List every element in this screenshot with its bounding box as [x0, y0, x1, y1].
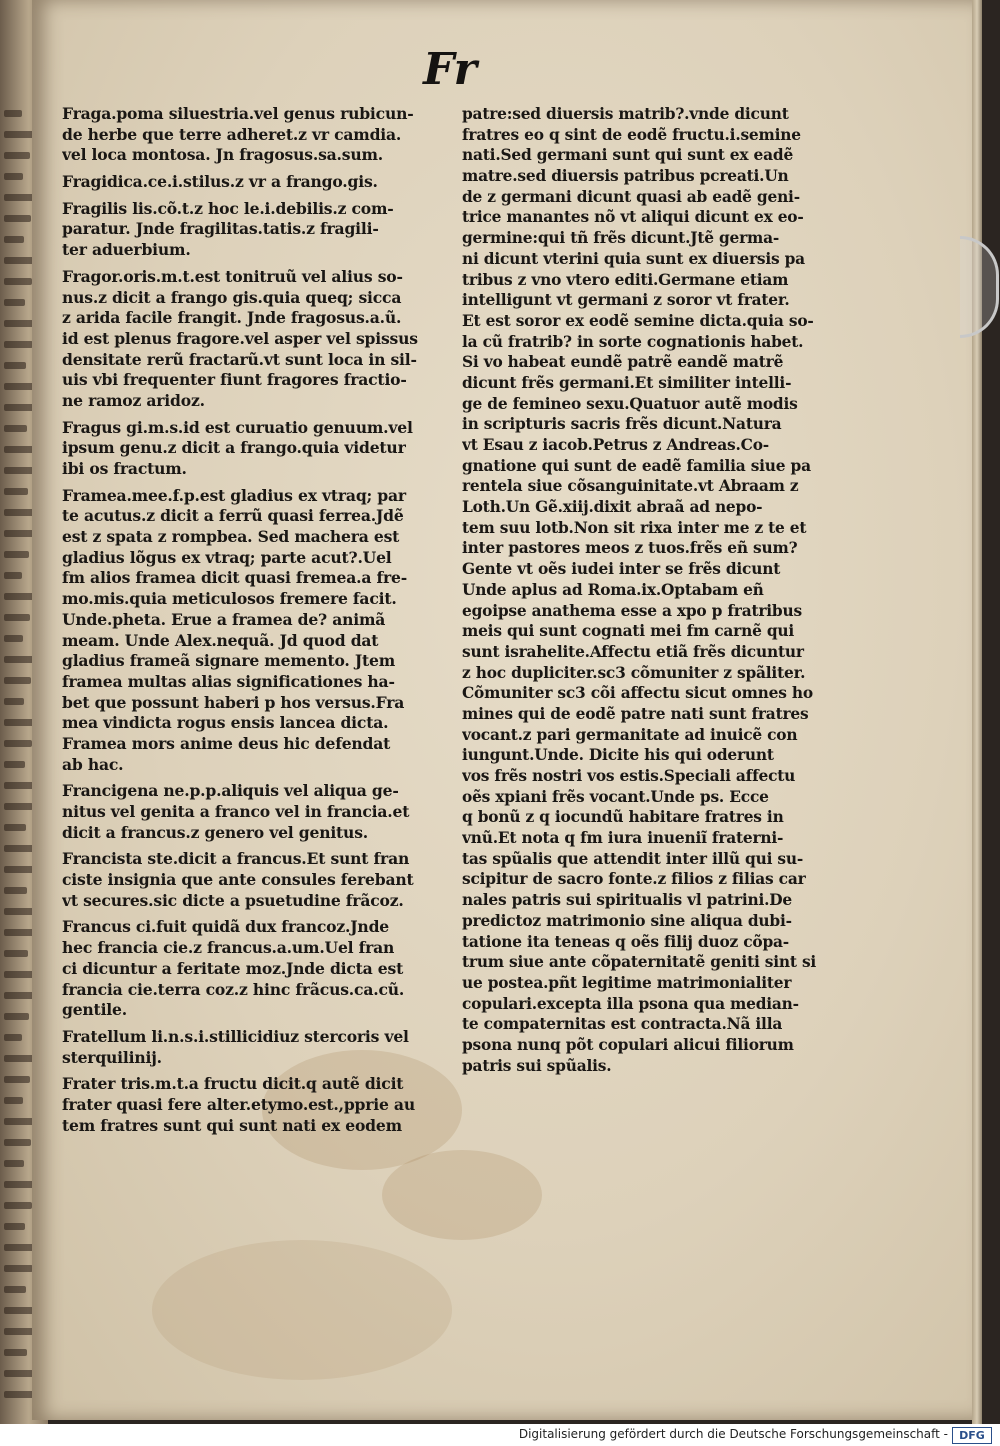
text-line: ge de femineo sexu.Quatuor autẽ modis	[462, 394, 798, 413]
facing-page-text-mark	[4, 866, 34, 873]
text-line: uis vbi frequenter fiunt fragores fractio-	[62, 370, 407, 390]
text-line: Frater tris.m.t.a fructu dicit.q autẽ dicit	[62, 1074, 404, 1094]
text-line: mea vindicta rogus ensis lancea dicta.	[62, 713, 389, 733]
text-line: z hoc dupliciter.sc3 cõmuniter z spãliter.	[462, 663, 806, 682]
facing-page-text-mark	[4, 635, 23, 642]
text-line: nitus vel genita a franco vel in francia.et	[62, 802, 410, 821]
left-text-column	[62, 104, 448, 1136]
text-line: vel loca montosa. Jn fragosus.sa.sum.	[62, 145, 384, 165]
digitization-footer	[0, 1424, 1000, 1446]
text-line: Francus ci.fuit quidã dux francoz.Jnde	[62, 917, 389, 937]
facing-page-text-mark	[4, 467, 35, 474]
text-line: gentile.	[62, 1000, 127, 1020]
text-line: frater quasi fere alter.etymo.est.,pprie au	[62, 1094, 415, 1114]
facing-page-text-mark	[4, 1013, 29, 1020]
text-line: psona nunq põt copulari alicui filiorum	[462, 1035, 794, 1054]
facing-page-text-mark	[4, 299, 25, 306]
text-line: sunt israhelite.Affectu etiã frẽs dicuntur	[462, 642, 804, 661]
text-line: gladius frameã signare memento. Jtem	[62, 651, 396, 671]
page-header: Fr	[423, 44, 477, 95]
text-line: nales patris sui spiritualis vl patrini.De	[462, 891, 792, 910]
text-line: intelligunt vt germani z soror vt frater.	[462, 291, 790, 310]
text-line: tem suu lotb.Non sit rixa inter me z te et	[462, 518, 807, 537]
text-line: Framea.mee.f.p.est gladius ex vtraq; par	[62, 485, 406, 505]
right-text-column	[462, 104, 816, 1076]
text-line: de herbe que terre adheret.z vr camdia.	[62, 124, 402, 144]
text-line: trum siue ante cõpaternitatẽ geniti sint si	[462, 953, 816, 972]
text-line: ni dicunt vterini quia sunt ex diuersis pa	[462, 249, 805, 268]
facing-page-text-mark	[4, 488, 28, 495]
facing-page-text-mark	[4, 362, 26, 369]
facing-page-text-mark	[4, 1265, 33, 1272]
facing-page-text-mark	[4, 1349, 27, 1356]
facing-page-text-mark	[4, 824, 26, 831]
text-line: Gente vt oẽs iudei inter se frẽs dicunt	[462, 560, 781, 579]
text-line: nus.z dicit a frango gis.quia queq; sicca	[62, 287, 402, 307]
text-line: mines qui de eodẽ patre nati sunt fratres	[462, 704, 809, 723]
facing-page-text-mark	[4, 1097, 23, 1104]
text-line: scipitur de sacro fonte.z filios z filias car	[462, 870, 806, 889]
text-line: ter aduerbium.	[62, 240, 191, 260]
text-line: q bonũ z q iocundũ habitare fratres in	[462, 808, 784, 827]
facing-page-text-mark	[4, 1076, 30, 1083]
text-line: predictoz matrimonio sine aliqua dubi-	[462, 911, 792, 930]
facing-page-text-mark	[4, 110, 22, 117]
text-line: Framea mors anime deus hic defendat	[62, 733, 391, 753]
text-line: est z spata z rompbea. Sed machera est	[62, 527, 400, 547]
text-line: Si vo habeat eundẽ patrẽ eandẽ matrẽ	[462, 353, 784, 372]
text-line: Unde.pheta. Erue a framea de? animã	[62, 609, 386, 629]
text-line: tatione ita teneas q oẽs filij duoz cõpa-	[462, 932, 789, 951]
facing-page-text-mark	[4, 551, 29, 558]
text-line: ciste insignia que ante consules ferebant	[62, 870, 414, 890]
facing-page-text-mark	[4, 1202, 32, 1209]
facing-page-text-mark	[4, 236, 24, 243]
text-line: nati.Sed germani sunt qui sunt ex eadẽ	[462, 146, 794, 165]
dfg-logo: DFG	[952, 1427, 992, 1444]
text-line: ci dicuntur a feritate moz.Jnde dicta est	[62, 958, 404, 978]
facing-page-text-mark	[4, 1160, 24, 1167]
facing-page-text-mark	[4, 278, 32, 285]
text-line: in scripturis sacris frẽs dicunt.Natura	[462, 415, 782, 434]
text-line: densitate rerũ fractarũ.vt sunt loca in sil-	[62, 349, 417, 369]
text-line: Fragidica.ce.i.stilus.z vr a frango.gis.	[62, 172, 378, 192]
text-line: ue postea.pñt legitime matrimonialiter	[462, 973, 792, 992]
text-line: paratur. Jnde fragilitas.tatis.z fragili-	[62, 219, 379, 239]
text-line: ipsum genu.z dicit a frango.quia videtur	[62, 438, 406, 458]
water-stain	[382, 1150, 542, 1240]
water-stain	[152, 1240, 452, 1380]
text-line: Unde aplus ad Roma.ix.Optabam eñ	[462, 580, 764, 599]
text-line: fratres eo q sint de eodẽ fructu.i.semine	[462, 125, 801, 144]
text-line: Cõmuniter sc3 cõi affectu sicut omnes ho	[462, 684, 813, 703]
facing-page-text-mark	[4, 152, 30, 159]
text-line: iungunt.Unde. Dicite his qui oderunt	[462, 746, 774, 765]
facing-page-text-mark	[4, 341, 33, 348]
text-line: bet que possunt haberi p hos versus.Fra	[62, 692, 405, 712]
text-line: hec francia cie.z francus.a.um.Uel fran	[62, 938, 395, 958]
text-line: patre:sed diuersis matrib?.vnde dicunt	[462, 105, 789, 123]
text-line: sterquilinij.	[62, 1047, 162, 1067]
text-line: Et est soror ex eodẽ semine dicta.quia so-	[462, 311, 814, 330]
text-line: meam. Unde Alex.nequã. Jd quod dat	[62, 630, 379, 650]
text-line: vos frẽs nostri vos estis.Speciali affectu	[462, 767, 796, 785]
facing-page-text-mark	[4, 1034, 22, 1041]
facing-page-text-mark	[4, 404, 34, 411]
text-line: copulari.excepta illa psona qua median-	[462, 994, 799, 1013]
facing-page-text-mark	[4, 803, 33, 810]
text-line: Fragus gi.m.s.id est curuatio genuum.vel	[62, 417, 413, 437]
text-line: rentela siue cõsanguinitate.vt Abraam z	[462, 477, 799, 496]
text-line: tas spũalis que attendit inter illũ qui su-	[462, 849, 804, 868]
facing-page-text-mark	[4, 761, 25, 768]
text-line: ab hac.	[62, 754, 124, 774]
text-line: dicunt frẽs germani.Et similiter intelli-	[462, 373, 792, 392]
text-line: matre.sed diuersis patribus pcreati.Un	[462, 167, 789, 186]
text-line: Fraga.poma siluestria.vel genus rubicun-	[62, 104, 414, 123]
text-line: fm alios framea dicit quasi fremea.a fre-	[62, 568, 407, 588]
text-line: meis qui sunt cognati mei fm carnẽ qui	[462, 622, 795, 641]
text-line: francia cie.terra coz.z hinc frãcus.ca.cũ.	[62, 979, 405, 999]
text-line: de z germani dicunt quasi ab eadẽ geni-	[462, 187, 800, 206]
facing-page-text-mark	[4, 425, 27, 432]
text-line: gladius lõgus ex vtraq; parte acut?.Uel	[62, 547, 392, 567]
text-line: mo.mis.quia meticulosos fremere facit.	[62, 589, 397, 609]
text-line: Fratellum li.n.s.i.stillicidiuz stercoris vel	[62, 1026, 409, 1046]
text-line: patris sui spũalis.	[462, 1056, 612, 1075]
facing-page-text-mark	[4, 950, 28, 957]
text-line: inter pastores meos z tuos.frẽs eñ sum?	[462, 539, 798, 558]
text-line: ne ramoz aridoz.	[62, 390, 205, 410]
text-line: te compaternitas est contracta.Nã illa	[462, 1015, 783, 1034]
text-line: tem fratres sunt qui sunt nati ex eodem	[62, 1115, 402, 1135]
facing-page-text-mark	[4, 1391, 35, 1398]
facing-page-text-mark	[4, 1328, 34, 1335]
facing-page-text-mark	[4, 929, 35, 936]
facing-page-text-mark	[4, 1286, 26, 1293]
facing-page-text-mark	[4, 887, 27, 894]
facing-page-text-mark	[4, 572, 22, 579]
funding-credit: Digitalisierung gefördert durch die Deutsche Forschungsgemeinschaft -	[518, 1427, 948, 1441]
facing-page-text-mark	[4, 173, 23, 180]
text-line: vt Esau z iacob.Petrus z Andreas.Co-	[462, 436, 769, 454]
text-line: tribus z vno vtero editi.Germane etiam	[462, 270, 789, 289]
text-line: oẽs xpiani frẽs vocant.Unde ps. Ecce	[462, 787, 769, 806]
text-line: dicit a francus.z genero vel genitus.	[62, 822, 368, 842]
text-line: z arida facile frangit. Jnde fragosus.a.ũ.	[62, 308, 402, 328]
text-line: la cũ fratrib? in sorte cognationis habet.	[462, 332, 804, 351]
facing-page-text-mark	[4, 215, 31, 222]
text-line: egoipse anathema esse a xpo p fratribus	[462, 601, 802, 620]
facing-page-text-mark	[4, 614, 30, 621]
text-line: Francigena ne.p.p.aliquis vel aliqua ge-	[62, 781, 399, 801]
facing-page-text-mark	[4, 740, 32, 747]
text-line: ibi os fractum.	[62, 459, 187, 478]
text-line: Fragor.oris.m.t.est tonitruũ vel alius so-	[62, 266, 403, 286]
text-line: Francista ste.dicit a francus.Et sunt fran	[62, 849, 410, 869]
facing-page-text-mark	[4, 698, 24, 705]
text-line: vt secures.sic dicte a psuetudine frãcoz.	[62, 890, 404, 910]
text-line: gnatione qui sunt de eadẽ familia siue pa	[462, 456, 811, 475]
facing-page-text-mark	[4, 677, 31, 684]
text-line: Loth.Un Gẽ.xiij.dixit abraã ad nepo-	[462, 498, 763, 517]
page-edge	[972, 0, 982, 1440]
text-line: Fragilis lis.cõ.t.z hoc le.i.debilis.z com-	[62, 198, 394, 218]
text-line: germine:qui tñ frẽs dicunt.Jtẽ germa-	[462, 229, 780, 248]
text-line: te acutus.z dicit a ferrũ quasi ferrea.Jdẽ	[62, 506, 404, 526]
text-line: id est plenus fragore.vel asper vel spissus	[62, 328, 418, 348]
text-line: trice manantes nõ vt aliqui dicunt ex eo-	[462, 208, 804, 227]
text-line: vnũ.Et nota q fm iura inueniĩ fraterni-	[462, 829, 784, 848]
text-line: vocant.z pari germanitate ad inuicẽ con	[462, 725, 798, 744]
text-line: framea multas alias significationes ha-	[62, 671, 395, 691]
facing-page-text-mark	[4, 1223, 25, 1230]
paper-clip	[960, 236, 999, 338]
facing-page-text-mark	[4, 1139, 31, 1146]
